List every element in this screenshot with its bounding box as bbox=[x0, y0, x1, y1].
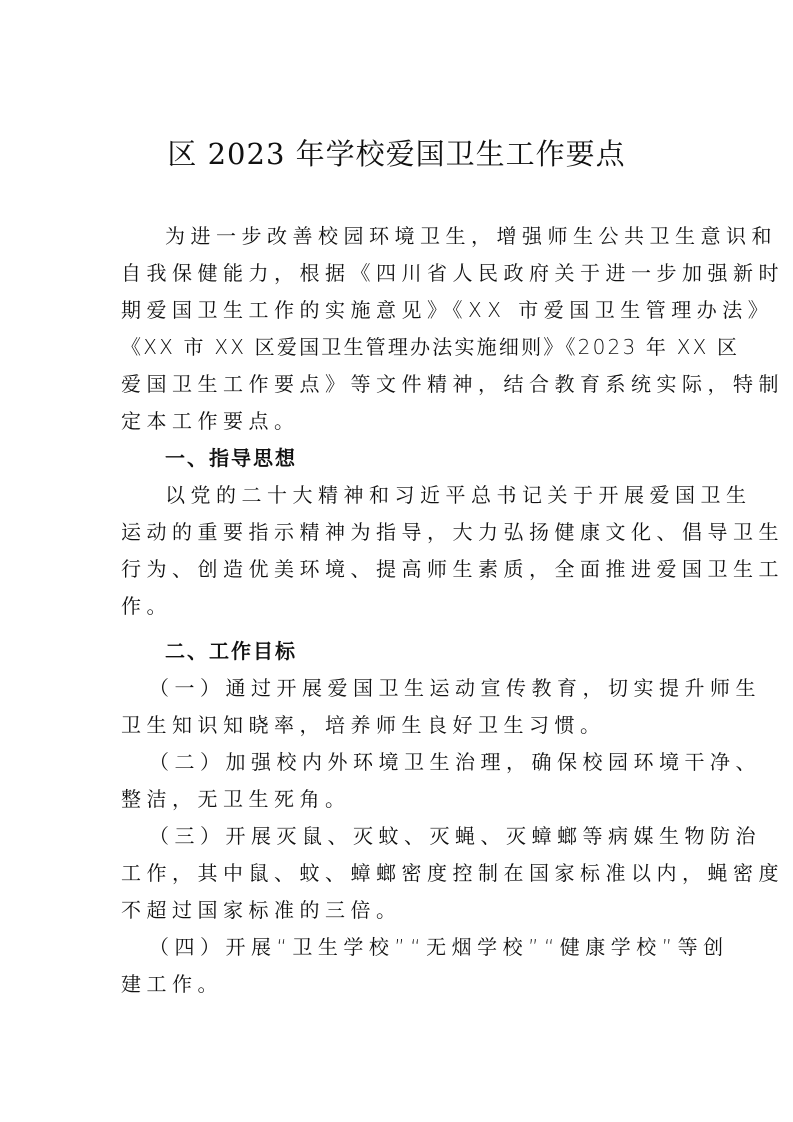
text-line: 行为、创造优美环境、提高师生素质，全面推进爱国卫生工 bbox=[121, 557, 784, 581]
section-heading-work-goals: 二、工作目标 bbox=[165, 639, 297, 663]
text-line: 爱国卫生工作要点》等文件精神，结合教育系统实际，特制 bbox=[121, 372, 784, 396]
text-line: （一）通过开展爱国卫生运动宣传教育，切实提升师生 bbox=[149, 676, 761, 700]
text-line: 整洁，无卫生死角。 bbox=[121, 787, 351, 811]
text-line: （四）开展“卫生学校”“无烟学校”“健康学校”等创 bbox=[149, 935, 729, 959]
text-line: 《XX 市 XX 区爱国卫生管理办法实施细则》《2023 年 XX 区 bbox=[121, 335, 740, 359]
document-title: 区 2023 年学校爱国卫生工作要点 bbox=[167, 137, 626, 171]
goal-item-2 bbox=[121, 744, 761, 818]
text-line: 定本工作要点。 bbox=[121, 409, 300, 433]
text-line: 作。 bbox=[121, 594, 172, 618]
document-body bbox=[121, 218, 784, 1003]
text-line: 运动的重要指示精神为指导，大力弘扬健康文化、倡导卫生 bbox=[121, 520, 784, 544]
goal-item-3 bbox=[121, 818, 784, 929]
text-line: 自我保健能力，根据《四川省人民政府关于进一步加强新时 bbox=[121, 261, 784, 285]
section-heading-guiding-ideology: 一、指导思想 bbox=[165, 446, 297, 470]
section-paragraph bbox=[121, 477, 784, 625]
text-line: 工作，其中鼠、蚊、蟑螂密度控制在国家标准以内，蝇密度 bbox=[121, 861, 784, 885]
text-line: （三）开展灭鼠、灭蚊、灭蝇、灭蟑螂等病媒生物防治 bbox=[149, 824, 761, 848]
text-line: 期爱国卫生工作的实施意见》《XX 市爱国卫生管理办法》 bbox=[121, 298, 774, 322]
text-line: 建工作。 bbox=[121, 972, 223, 996]
goal-item-1 bbox=[121, 670, 761, 744]
text-line: 为进一步改善校园环境卫生，增强师生公共卫生意识和 bbox=[165, 224, 777, 248]
text-line: 卫生知识知晓率，培养师生良好卫生习惯。 bbox=[121, 713, 606, 737]
goal-item-4 bbox=[121, 929, 729, 1003]
intro-paragraph bbox=[121, 218, 784, 440]
text-line: 不超过国家标准的三倍。 bbox=[121, 898, 402, 922]
text-line: 以党的二十大精神和习近平总书记关于开展爱国卫生 bbox=[165, 483, 752, 507]
text-line: （二）加强校内外环境卫生治理，确保校园环境干净、 bbox=[149, 750, 761, 774]
